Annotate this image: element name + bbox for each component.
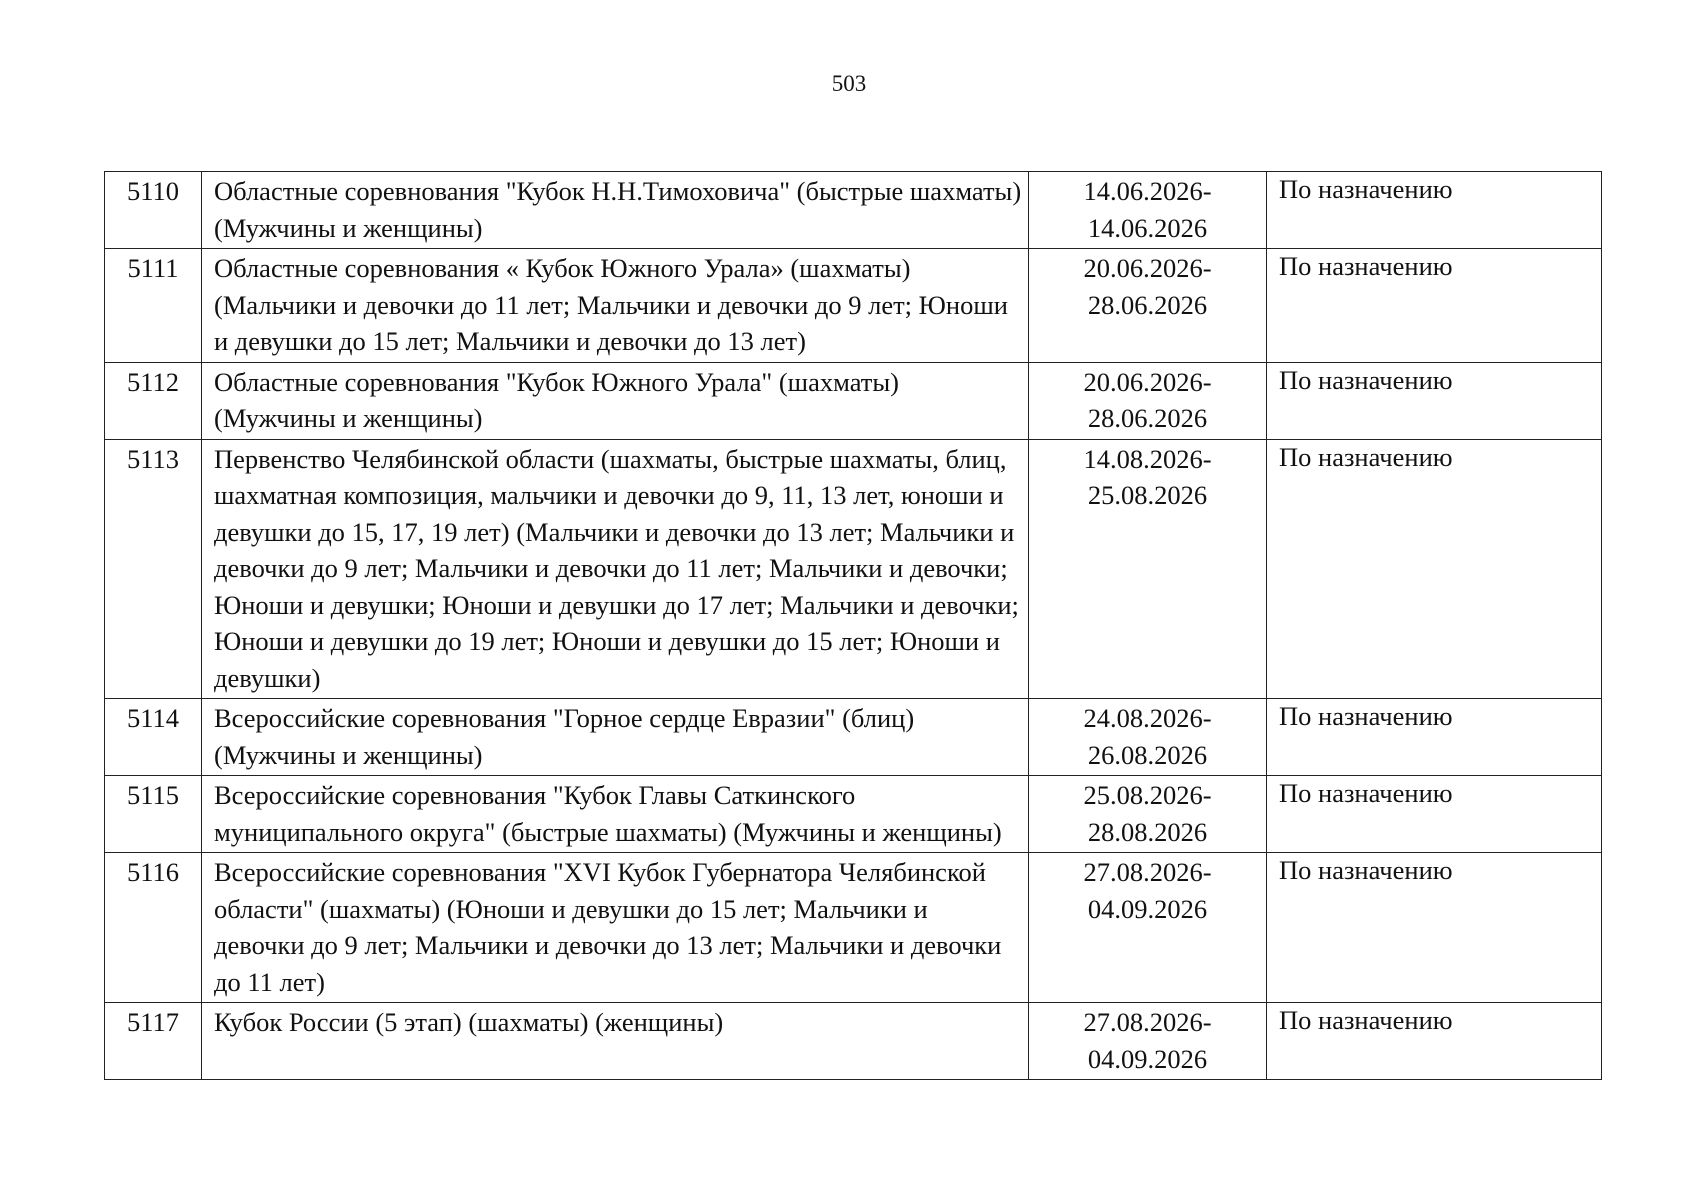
date-end: 25.08.2026 bbox=[1087, 480, 1208, 510]
event-name: Первенство Челябинской области (шахматы, быстрые шахматы, блиц, шахматная композиция, мальчики и девочки до 9, 11, 13 лет, юноши и девушки до 15, 17, 19 лет) (Мальчики и девочки до 13 лет; Мальчики и девочки до 9 лет; Мальчики и девочки до 11 лет; Мальчики и девочки; Юноши и девушки; Юноши и девушки до 17 лет; Мальчики и девочки; Юноши и девушки до 19 лет; Юноши и девушки до 15 лет; Юноши и девушки) bbox=[202, 439, 1029, 699]
event-name: Всероссийские соревнования "XVI Кубок Губернатора Челябинской области" (шахматы) (Юноши и девушки до 15 лет; Мальчики и девочки до 9 лет; Мальчики и девочки до 13 лет; Мальчики и девочки до 11 лет) bbox=[202, 853, 1029, 1003]
table-row bbox=[105, 776, 1602, 853]
table-row bbox=[105, 249, 1602, 363]
event-note: По назначению bbox=[1267, 776, 1602, 853]
events-table bbox=[104, 171, 1602, 1080]
table-row bbox=[105, 1003, 1602, 1080]
date-end: 14.06.2026 bbox=[1087, 212, 1208, 243]
event-name: Областные соревнования « Кубок Южного Урала» (шахматы) (Мальчики и девочки до 11 лет; Мальчики и девочки до 9 лет; Юноши и девушки до 15 лет; Мальчики и девочки до 13 лет) bbox=[202, 249, 1029, 363]
date-end: 26.08.2026 bbox=[1087, 739, 1208, 770]
event-name: Всероссийские соревнования "Горное сердце Евразии" (блиц) (Мужчины и женщины) bbox=[202, 699, 1029, 776]
event-dates bbox=[1029, 362, 1267, 439]
event-name: Областные соревнования "Кубок Н.Н.Тимоховича" (быстрые шахматы) (Мужчины и женщины) bbox=[202, 172, 1029, 249]
event-note: По назначению bbox=[1267, 439, 1602, 699]
event-dates bbox=[1029, 172, 1267, 249]
event-dates bbox=[1029, 776, 1267, 853]
event-name: Кубок России (5 этап) (шахматы) (женщины) bbox=[202, 1003, 1029, 1080]
table-row bbox=[105, 699, 1602, 776]
table-row bbox=[105, 362, 1602, 439]
event-dates bbox=[1029, 439, 1267, 699]
event-number: 5112 bbox=[105, 362, 202, 439]
page-number: 503 bbox=[831, 71, 867, 96]
event-dates bbox=[1029, 249, 1267, 363]
event-number: 5115 bbox=[105, 776, 202, 853]
event-number: 5116 bbox=[105, 853, 202, 1003]
event-dates bbox=[1029, 1003, 1267, 1080]
event-number: 5114 bbox=[105, 699, 202, 776]
event-note: По назначению bbox=[1267, 172, 1602, 249]
date-start: 24.08.2026- bbox=[1083, 703, 1212, 733]
event-note: По назначению bbox=[1267, 853, 1602, 1003]
event-note: По назначению bbox=[1267, 699, 1602, 776]
date-start: 25.08.2026- bbox=[1083, 780, 1212, 810]
event-name: Областные соревнования "Кубок Южного Урала" (шахматы) (Мужчины и женщины) bbox=[202, 362, 1029, 439]
date-end: 04.09.2026 bbox=[1087, 893, 1208, 924]
event-note: По назначению bbox=[1267, 249, 1602, 363]
event-note: По назначению bbox=[1267, 1003, 1602, 1080]
date-start: 20.06.2026- bbox=[1083, 253, 1212, 283]
date-start: 14.08.2026- bbox=[1083, 443, 1212, 474]
date-start: 14.06.2026- bbox=[1083, 176, 1212, 206]
event-dates bbox=[1029, 699, 1267, 776]
date-end: 28.06.2026 bbox=[1087, 403, 1208, 433]
date-end: 04.09.2026 bbox=[1087, 1043, 1208, 1074]
date-start: 27.08.2026- bbox=[1083, 1007, 1212, 1037]
event-number: 5110 bbox=[105, 172, 202, 249]
event-number: 5111 bbox=[105, 249, 202, 363]
event-number: 5113 bbox=[105, 439, 202, 699]
event-name: Всероссийские соревнования "Кубок Главы Саткинского муниципального округа" (быстрые шахматы) (Мужчины и женщины) bbox=[202, 776, 1029, 853]
date-start: 20.06.2026- bbox=[1083, 366, 1212, 397]
table-row bbox=[105, 853, 1602, 1003]
table-row bbox=[105, 439, 1602, 699]
event-number: 5117 bbox=[105, 1003, 202, 1080]
date-start: 27.08.2026- bbox=[1083, 857, 1212, 887]
date-end: 28.08.2026 bbox=[1087, 816, 1208, 847]
event-dates bbox=[1029, 853, 1267, 1003]
event-note: По назначению bbox=[1267, 362, 1602, 439]
table-row bbox=[105, 172, 1602, 249]
date-end: 28.06.2026 bbox=[1087, 289, 1208, 320]
